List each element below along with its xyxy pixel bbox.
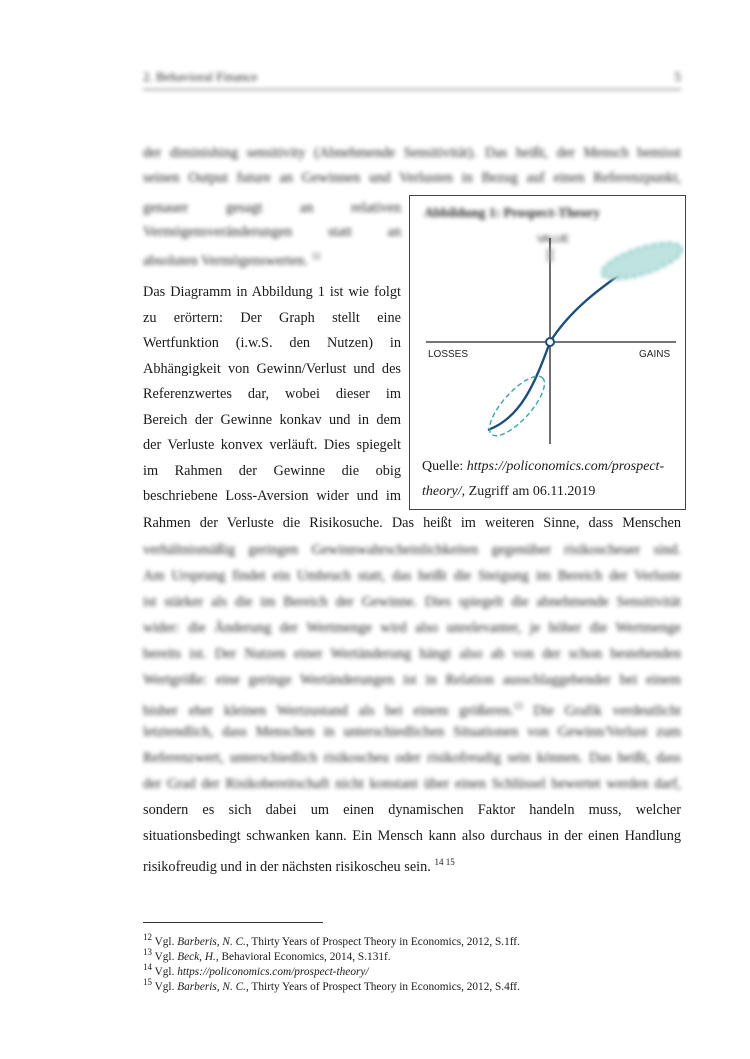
axis-label-value: VALUE — [537, 234, 570, 245]
running-header — [143, 69, 681, 90]
body-line: Vermögensveränderungen statt an — [143, 224, 401, 240]
body-line: zu erörtern: Der Graph stellt eine — [143, 310, 401, 326]
body-line: bereits ist. Der Nutzen einer Wertänderung hängt also ab von der schon bestehenden — [143, 646, 681, 662]
body-line: letztendlich, dass Menschen in unterschiedlichen Situationen von Gewinn/Verlust zum — [143, 724, 681, 740]
axis-label-losses: LOSSES — [428, 349, 469, 360]
footnote: $^{13}$ Vgl. Beck, H., Behavioral Economics, 2014, S.131f. — [143, 947, 391, 963]
figure-title: Abbildung 1: Prospect-Theory — [424, 205, 601, 220]
value-label-group — [537, 234, 569, 262]
body-line: Rahmen der Verluste die Risikosuche. Das heißt im weiteren Sinne, dass Menschen — [143, 515, 681, 531]
loss-region-ellipse — [481, 368, 553, 443]
body-line: der Grad der Risikobereitschaft nicht konstant über einen Schlüssel bewertet werden darf, — [143, 776, 681, 792]
value-function-graph — [410, 226, 684, 451]
footnote: $^{12}$ Vgl. Barberis, N. C., Thirty Years of Prospect Theory in Economics, 2012, S.1ff. — [143, 932, 520, 948]
body-line: sondern es sich dabei um einen dynamischen Faktor handeln muss, welcher — [143, 802, 681, 818]
body-line: Am Ursprung findet ein Umbruch statt, das heißt die Steigung im Bereich der Verluste — [143, 568, 681, 584]
body-line: Bereich der Gewinne konkav und in dem — [143, 412, 401, 428]
value-curve — [488, 252, 678, 430]
body-line: der Verluste konvex verläuft. Dies spiegelt — [143, 437, 401, 453]
footnote-rule — [143, 922, 323, 923]
footnote: $^{14}$ Vgl. https://policonomics.com/prospect-theory/ — [143, 962, 369, 978]
origin-marker — [546, 338, 554, 346]
body-line: genauer gesagt an relativen — [143, 200, 401, 216]
body-line: risikofreudig und in der nächsten risikoscheu sein. $^{14 15}$ — [143, 857, 455, 875]
header-chapter: 2. Behavioral Finance — [143, 69, 258, 84]
body-line: seinen Output future an Gewinnen und Verlusten in Bezug auf einen Referenzpunkt, — [143, 170, 681, 186]
body-line: beschriebene Loss-Aversion wider und im — [143, 488, 401, 504]
body-line: Referenzwertes dar, wobei dieser im — [143, 386, 401, 402]
gain-region-highlight — [598, 236, 684, 287]
body-line: situationsbedingt schwanken kann. Ein Mensch kann also durchaus in der einen Handlung — [143, 828, 681, 844]
body-line: Abhängigkeit von Gewinn/Verlust und des — [143, 361, 401, 377]
body-line: wider: die Änderung der Wertmenge wird also unrelevanter, je höher die Wertmenge — [143, 620, 681, 636]
body-line: bisher eher kleinen Wertzustand als bei einem größeren.$^{13}$ Die Grafik verdeutlicht — [143, 701, 681, 719]
body-line: der diminishing sensitivity (Abnehmende Sensitivität). Das heißt, der Mensch bemisst — [143, 145, 681, 161]
figure-prospect-theory — [409, 195, 686, 510]
figure-caption: Quelle: https://policonomics.com/prospect-theory/, Zugriff am 06.11.2019 — [422, 459, 665, 499]
body-line: ist stärker als die im Bereich der Gewinne. Dies spiegelt die abnehmende Sensitivität — [143, 594, 681, 610]
body-line: verhältnismäßig geringen Gewinnwahrscheinlichkeiten gegenüber risikoscheuer sind. — [143, 542, 681, 558]
body-line: Das Diagramm in Abbildung 1 ist wie folgt — [143, 284, 401, 300]
header-page-number: 5 — [674, 69, 681, 84]
caption-source-url: https://policonomics.com/prospect-theory/ — [422, 459, 665, 499]
axis-label-gains: GAINS — [639, 349, 671, 360]
body-line: absoluten Vermögenswerten. $^{12}$ — [143, 251, 321, 269]
body-line: Wertfunktion (i.w.S. den Nutzen) in — [143, 335, 401, 351]
body-line: im Rahmen der Gewinne die obig — [143, 463, 401, 479]
body-line: Wertgröße: eine geringe Wertänderungen ist in Relation ausschlaggebender bei einem — [143, 672, 681, 688]
body-line: Referenzwert, unterschiedlich risikoscheu oder risikofreudig sein können. Das heißt, dass — [143, 750, 681, 766]
footnote: $^{15}$ Vgl. Barberis, N. C., Thirty Years of Prospect Theory in Economics, 2012, S.4ff. — [143, 977, 520, 993]
